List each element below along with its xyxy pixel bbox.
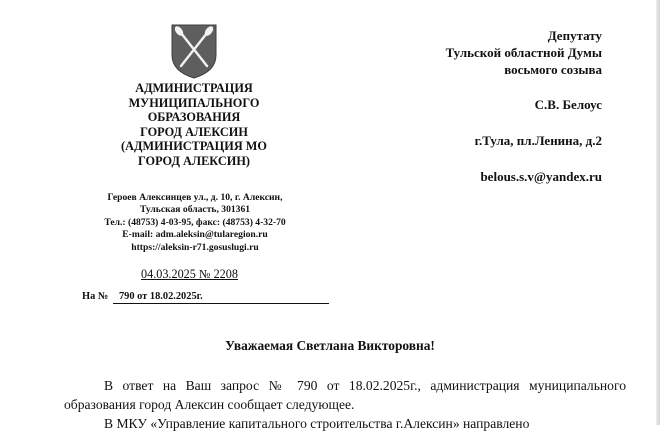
- coat-of-arms-icon: [170, 23, 218, 79]
- sender-organization: АДМИНИСТРАЦИЯ МУНИЦИПАЛЬНОГО ОБРАЗОВАНИЯ ГОРОД АЛЕКСИН (АДМИНИСТРАЦИЯ МО ГОРОД АЛЕКСИН): [121, 81, 267, 168]
- letter-greeting: Уважаемая Светлана Викторовна!: [225, 338, 435, 353]
- recipient-name: С.В. Белоус: [534, 97, 602, 112]
- recipient-title-line1: Депутату: [547, 28, 602, 43]
- reference-value: 790 от 18.02.2025г.: [113, 291, 329, 304]
- recipient-title-line2: Тульской областной Думы: [445, 45, 602, 60]
- recipient-address: г.Тула, пл.Ленина, д.2: [474, 133, 602, 148]
- reference-line: [82, 291, 329, 304]
- recipient-title-line3: восьмого созыва: [504, 62, 602, 77]
- recipient-email: belous.s.v@yandex.ru: [480, 169, 602, 184]
- registration-number: 04.03.2025 № 2208: [141, 267, 238, 281]
- letter-body: [64, 376, 626, 433]
- letter-paragraph: В ответ на Ваш запрос № 790 от 18.02.2025г., администрация муниципального образования город Алексин сообщает следующее.: [64, 378, 626, 412]
- letter-paragraph: В МКУ «Управление капитального строительства г.Алексин» направлено: [104, 416, 530, 431]
- reference-prefix: На №: [82, 291, 109, 302]
- sender-contacts: Героев Алексинцев ул., д. 10, г. Алексин, Тульская область, 301361 Тел.: (48753) 4-03-95, факс: (48753) 4-32-70 E-mail: adm.aleksin@tularegion.ru https://aleksin-r71.gosuslugi.ru: [104, 192, 286, 253]
- page-edge-shadow: [656, 0, 660, 425]
